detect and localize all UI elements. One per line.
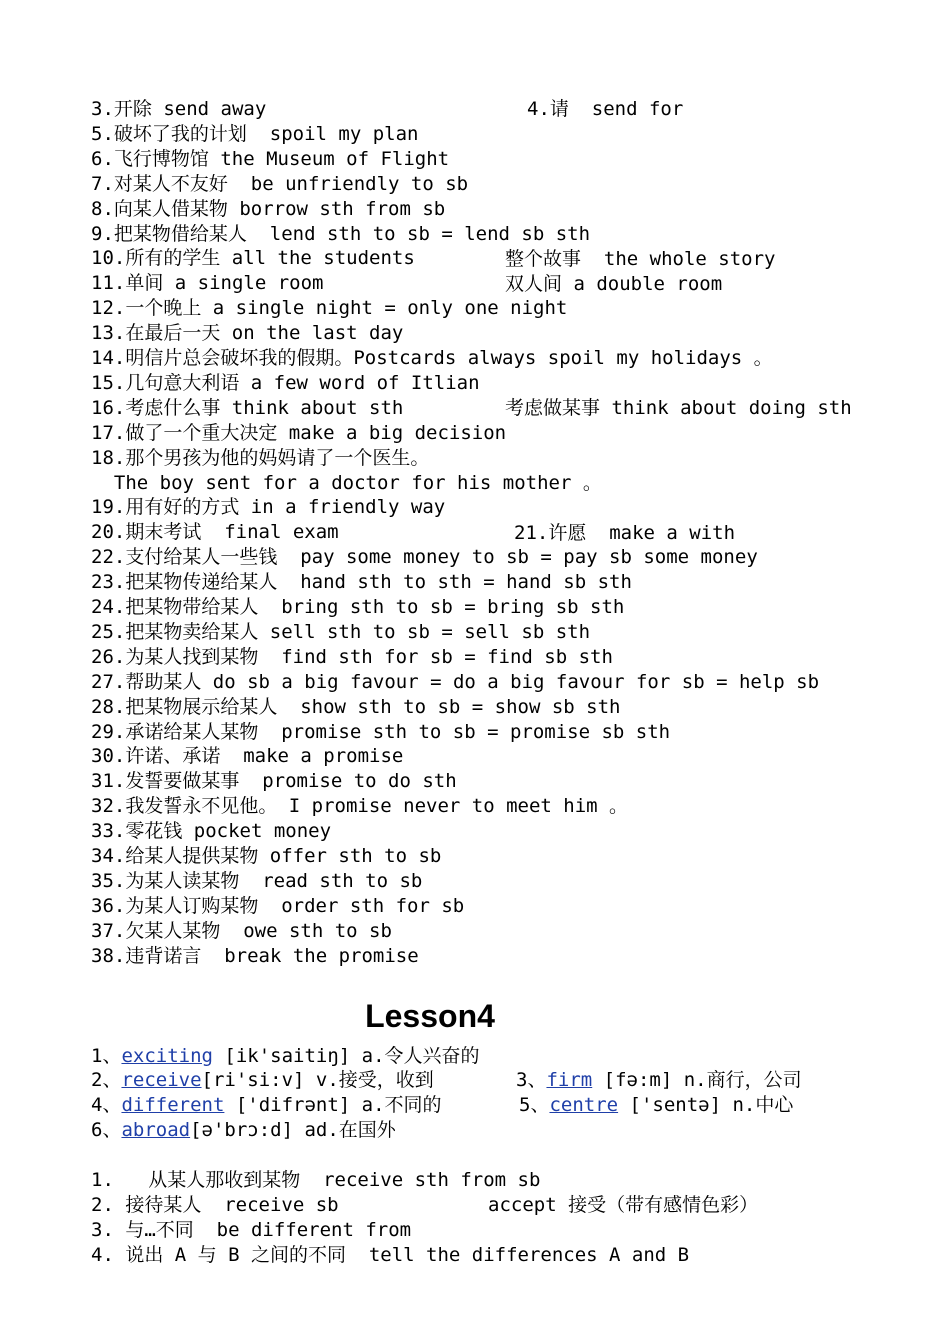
phrase-line: 23.把某物传递给某人 hand sth to sth = hand sb sth — [91, 571, 632, 593]
phrase-line: 29.承诺给某人某物 promise sth to sb = promise sb sth — [91, 721, 671, 743]
phrase-line: 30.许诺、承诺 make a promise — [91, 745, 404, 767]
vocab-word-link[interactable]: receive — [121, 1069, 202, 1091]
phrase-line: 3.开除 send away — [91, 98, 267, 120]
vocab-line — [91, 1044, 480, 1068]
phrase-line: 11.单间 a single room — [91, 272, 324, 294]
vocab-number: 2、 — [91, 1069, 122, 1091]
phrase-line: 38.违背诺言 break the promise — [91, 945, 419, 967]
phrase-line: 10.所有的学生 all the students — [91, 247, 415, 269]
phrase-line: 33.零花钱 pocket money — [91, 820, 332, 842]
phrase-line: 8.向某人借某物 borrow sth from sb — [91, 198, 446, 220]
lesson-title: Lesson4 — [365, 998, 495, 1034]
vocab-definition: [ik'saitiŋ] a.令人兴奋的 — [212, 1045, 480, 1067]
vocab-number: 3、 — [516, 1069, 547, 1091]
vocab-line — [519, 1093, 793, 1117]
vocab-word-link[interactable]: abroad — [121, 1119, 191, 1141]
vocab-definition: [fə:m] n.商行，公司 — [592, 1069, 802, 1091]
lesson-phrase-line: 2. 接待某人 receive sb — [91, 1194, 339, 1216]
phrase-line: 35.为某人读某物 read sth to sb — [91, 870, 423, 892]
phrase-line: 32.我发誓永不见他。 I promise never to meet him 。 — [91, 795, 629, 817]
vocab-definition: [ri'si:v] v.接受，收到 — [201, 1069, 434, 1091]
phrase-line: 6.飞行博物馆 the Museum of Flight — [91, 148, 450, 170]
phrase-line: 31.发誓要做某事 promise to do sth — [91, 770, 457, 792]
vocab-word-link[interactable]: different — [121, 1094, 225, 1116]
phrase-line: 34.给某人提供某物 offer sth to sb — [91, 845, 442, 867]
vocab-number: 6、 — [91, 1119, 122, 1141]
phrase-line-right: 考虑做某事 think about doing sth — [505, 397, 852, 419]
vocab-word-link[interactable]: exciting — [121, 1045, 213, 1067]
phrase-line: 14.明信片总会破坏我的假期。Postcards always spoil my holidays 。 — [91, 347, 773, 369]
vocab-definition: [ə'brɔ:d] ad.在国外 — [190, 1119, 396, 1141]
phrase-line: 5.破坏了我的计划 spoil my plan — [91, 123, 419, 145]
vocab-word-link[interactable]: centre — [549, 1094, 619, 1116]
lesson-phrase-line: 3. 与…不同 be different from — [91, 1219, 412, 1241]
vocab-number: 4、 — [91, 1094, 122, 1116]
phrase-line: 25.把某物卖给某人 sell sth to sb = sell sb sth — [91, 621, 591, 643]
vocab-line — [91, 1118, 396, 1142]
phrase-line: 16.考虑什么事 think about sth — [91, 397, 404, 419]
vocab-line — [91, 1068, 434, 1092]
phrase-line-right: 整个故事 the whole story — [505, 248, 776, 270]
phrase-line: 18.那个男孩为他的妈妈请了一个医生。 — [91, 447, 430, 469]
vocab-line — [516, 1068, 802, 1092]
vocab-definition: ['sentə] n.中心 — [618, 1094, 794, 1116]
lesson-phrase-line-right: accept 接受（带有感情色彩） — [488, 1194, 759, 1216]
phrase-line: 17.做了一个重大决定 make a big decision — [91, 422, 507, 444]
phrase-line-right: 双人间 a double room — [505, 273, 723, 295]
vocab-number: 5、 — [519, 1094, 550, 1116]
lesson-phrase-line: 4. 说出 A 与 B 之间的不同 tell the differences A and B — [91, 1244, 690, 1266]
phrase-line: 37.欠某人某物 owe sth to sb — [91, 920, 392, 942]
lesson-phrase-line: 1. 从某人那收到某物 receive sth from sb — [91, 1169, 541, 1191]
phrase-line: 12.一个晚上 a single night = only one night — [91, 297, 568, 319]
phrase-line: 7.对某人不友好 be unfriendly to sb — [91, 173, 469, 195]
phrase-line: 20.期末考试 final exam — [91, 521, 339, 543]
phrase-line: 27.帮助某人 do sb a big favour = do a big favour for sb = help sb — [91, 671, 820, 693]
phrase-line: 28.把某物展示给某人 show sth to sb = show sb sth — [91, 696, 621, 718]
phrase-line: 22.支付给某人一些钱 pay some money to sb = pay sb some money — [91, 546, 758, 568]
vocab-line — [91, 1093, 442, 1117]
phrase-line: 9.把某物借给某人 lend sth to sb = lend sb sth — [91, 223, 591, 245]
phrase-line: 19.用有好的方式 in a friendly way — [91, 496, 446, 518]
phrase-line: 26.为某人找到某物 find sth for sb = find sb sth — [91, 646, 613, 668]
vocab-definition: ['difrənt] a.不同的 — [224, 1094, 442, 1116]
phrase-line: 13.在最后一天 on the last day — [91, 322, 404, 344]
phrase-line-right: 4.请 send for — [527, 98, 684, 120]
phrase-line: The boy sent for a doctor for his mother 。 — [91, 472, 602, 494]
vocab-number: 1、 — [91, 1045, 122, 1067]
phrase-line: 36.为某人订购某物 order sth for sb — [91, 895, 465, 917]
phrase-line: 24.把某物带给某人 bring sth to sb = bring sb sth — [91, 596, 625, 618]
vocab-word-link[interactable]: firm — [546, 1069, 593, 1091]
phrase-line: 15.几句意大利语 a few word of Itlian — [91, 372, 480, 394]
phrase-line-right: 21.许愿 make a with — [514, 522, 736, 544]
